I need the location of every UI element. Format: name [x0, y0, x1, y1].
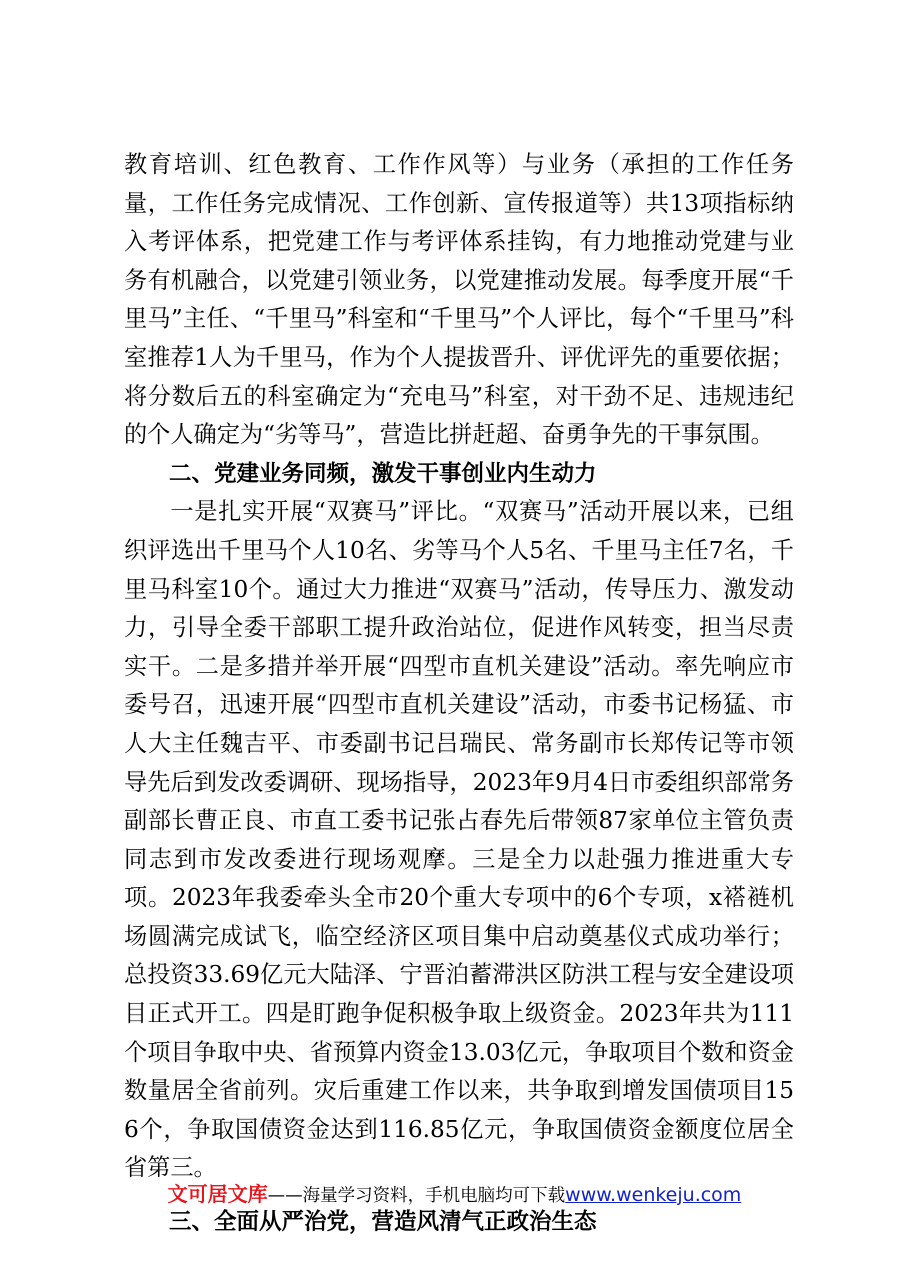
footer-url-link[interactable]: www.wenkeju.com — [565, 1184, 742, 1206]
body-paragraph-2: 一是扎实开展“双赛马”评比。“双赛马”活动开展以来，已组织评选出千里马个人10名、劣等马个人5名、千里马主任7名，千里马科室10个。通过大力推进“双赛马”活动，传导压力、激发动力，引导全委干部职工提升政治站位，促进作风转变，担当尽责实干。二是多措并举开展“四型市直机关建设”活动。率先响应市委号召，迅速开展“四型市直机关建设”活动，市委书记杨猛、市人大主任魏吉平、市委副书记吕瑞民、常务副市长郑传记等市领导先后到发改委调研、现场指导，2023年9月4日市委组织部常务副部长曹正良、市直工委书记张占春先后带领87家单位主管负责同志到市发改委进行现场观摩。三是全力以赴强力推进重大专项。2023年我委牵头全市20个重大专项中的6个专项，x褡裢机场圆满完成试飞，临空经济区项目集中启动奠基仪式成功举行；总投资33.69亿元大陆泽、宁晋泊蓄滞洪区防洪工程与安全建设项目正式开工。四是盯跑争促积极争取上级资金。2023年共为111个项目争取中央、省预算内资金13.03亿元，争取项目个数和资金数量居全省前列。灾后重建工作以来，共争取到增发国债项目156个，争取国债资金达到116.85亿元，争取国债资金额度位居全省第三。 — [124, 498, 794, 1182]
footer-brand: 文可居文库 — [167, 1182, 268, 1206]
document-body — [124, 146, 794, 1242]
footer-slogan: ——海量学习资料，手机电脑均可下载 — [267, 1186, 566, 1206]
section-heading-3: 三、全面从严治党，营造风清气正政治生态 — [169, 1209, 597, 1236]
footer-banner — [0, 1180, 909, 1210]
section-heading-2: 二、党建业务同频，激发干事创业内生动力 — [169, 460, 597, 487]
body-paragraph-1: 教育培训、红色教育、工作作风等）与业务（承担的工作任务量，工作任务完成情况、工作创新、宣传报道等）共13项指标纳入考评体系，把党建工作与考评体系挂钩，有力地推动党建与业务有机融合，以党建引领业务，以党建推动发展。每季度开展“千里马”主任、“千里马”科室和“千里马”个人评比，每个“千里马”科室推荐1人为千里马，作为个人提拔晋升、评优评先的重要依据；将分数后五的科室确定为“充电马”科室，对干劲不足、违规违纪的个人确定为“劣等马”，营造比拼赶超、奋勇争先的干事氛围。 — [124, 151, 794, 449]
